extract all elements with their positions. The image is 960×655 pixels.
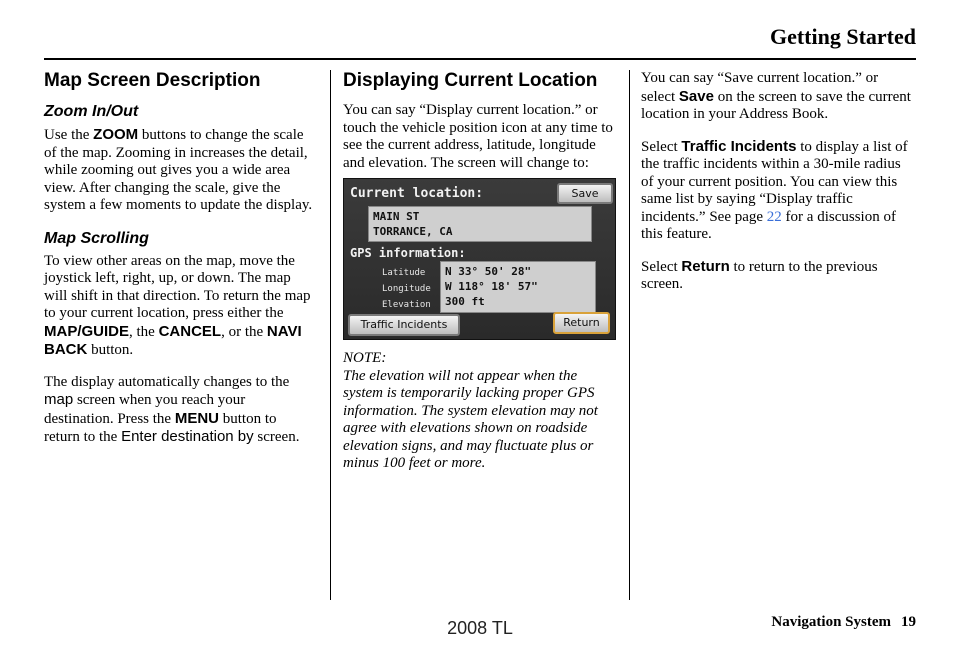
city-state: TORRANCE, CA [373, 225, 453, 238]
text: buttons to change the scale of the map. Zooming in increases the detail, while zooming out gives you a wide area view. After changing the scale, give the system a few moments to update the display. [44, 127, 313, 213]
paragraph-map-scrolling [44, 253, 316, 360]
current-location-label: Current location: [350, 186, 484, 201]
paragraph-traffic-incidents [641, 138, 916, 244]
text: Use the [44, 127, 94, 143]
gps-information-label: GPS information: [350, 246, 466, 260]
elevation-value: 300 ft [445, 295, 485, 308]
paragraph-auto-change [44, 374, 316, 447]
footer-section-name: Navigation System [771, 614, 891, 630]
page-link-22[interactable]: 22 [766, 208, 782, 225]
traffic-incidents-button[interactable]: Traffic Incidents [348, 314, 460, 336]
longitude-label: Longitude [382, 284, 431, 294]
column-current-location [343, 66, 618, 487]
street-name: MAIN ST [373, 210, 420, 223]
column-divider-right [629, 70, 630, 600]
subheading-map-scrolling: Map Scrolling [44, 229, 149, 247]
text: screen. [253, 429, 300, 445]
paragraph-save-location [641, 70, 916, 124]
note-body: The elevation will not appear when the system is temporarily lacking proper GPS information. The system elevation may not agree with elevations shown on roadside elevation signs, and may fluctuate plus or minus 100 feet or more. [343, 367, 598, 471]
subheading-zoom: Zoom In/Out [44, 103, 139, 120]
text: To view other areas on the map, move the joystick left, right, up, or down. The map will shift in that direction. To return the map to your current location, press either the [44, 252, 311, 321]
page-header-title: Getting Started [769, 24, 916, 49]
gps-values-box [440, 261, 596, 313]
text: to display a list of the traffic incidents within a 30-mile radius of your current position. You can view this same list by saying “Display traffic incidents.” See page [641, 138, 908, 225]
zoom-button-ref: ZOOM [93, 126, 139, 143]
paragraph-return [641, 258, 916, 294]
return-button[interactable]: Return [553, 312, 610, 334]
column-map-screen [44, 66, 316, 461]
text: to return to the previous screen. [641, 258, 878, 292]
text: button to return to the [44, 410, 277, 445]
latitude-value: N 33° 50' 28" [445, 265, 532, 278]
column-divider-left [330, 70, 331, 600]
elevation-label: Elevation [382, 300, 431, 310]
current-location-screen-image [343, 178, 616, 340]
map-screen-ref: map [44, 391, 74, 408]
save-ref: Save [678, 87, 714, 105]
text: button. [87, 342, 134, 358]
text: , or the [221, 323, 267, 340]
latitude-label: Latitude [382, 268, 426, 278]
page-number: 19 [901, 614, 916, 630]
return-ref: Return [681, 257, 730, 275]
text: The display automatically changes to the [44, 373, 290, 390]
save-button[interactable]: Save [557, 183, 613, 204]
footer-brand: 2008 TL [447, 618, 513, 638]
header-rule [44, 58, 916, 60]
section-heading-map-screen: Map Screen Description [44, 70, 261, 91]
map-guide-button-ref: MAP/GUIDE [44, 322, 130, 340]
column-instructions [641, 70, 916, 308]
section-heading-current-location: Displaying Current Location [343, 70, 598, 91]
text: Select [641, 258, 682, 275]
cancel-button-ref: CANCEL [158, 322, 222, 340]
text: for a discussion of this feature. [641, 208, 896, 242]
menu-button-ref: MENU [174, 409, 219, 427]
text: on the screen to save the current location in your Address Book. [641, 88, 911, 122]
footer-page-info [771, 614, 916, 631]
navi-back-button-ref: NAVI BACK [44, 322, 302, 358]
text: You can say “Save current location.” or select [641, 70, 879, 105]
address-box [368, 206, 592, 242]
enter-destination-ref: Enter destination by [121, 428, 254, 445]
paragraph-zoom [44, 126, 316, 215]
text: screen when you reach your destination. Press the [44, 392, 246, 427]
text: , the [129, 323, 159, 340]
traffic-incidents-ref: Traffic Incidents [681, 137, 797, 155]
text: Select [641, 138, 682, 155]
longitude-value: W 118° 18' 57" [445, 280, 538, 293]
paragraph-current-location-intro: You can say “Display current location.” or touch the vehicle position icon at any time to see the current address, latitude, longitude and elevation. The screen will change to: [343, 102, 613, 171]
note-heading: NOTE: [343, 350, 387, 366]
